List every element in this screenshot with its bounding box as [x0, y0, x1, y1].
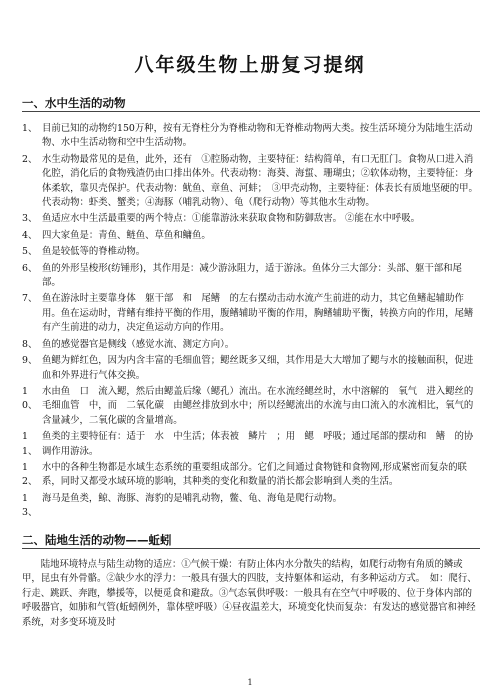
list-item: 1、 目前已知的动物约150万种，按有无脊柱分为脊椎动物和无脊椎动物两大类。按生活环境分为陆地生活动物、水中生活动物和空中生活动物。 — [22, 123, 473, 149]
section-divider — [22, 548, 480, 549]
list-item: 9、 鱼鳃为鲜红色，因为内含丰富的毛细血管；鳃丝既多又细，其作用是大大增加了鳃与水的接触面积，促进血和外界进行气体交换。 — [22, 355, 474, 381]
list-item: 7、 鱼在游泳时主要靠身体 躯干部 和 尾鳍 的左右摆动击动水流产生前进的动力，其它鱼鳍起辅助作用。鱼在运动时，背鳍有维持平衡的作用，腹鳍辅助平衡的作用，胸鳍辅助平衡，转换方向的作用，尾鳍有产生前进的动力，决定鱼运动方向的作用。 — [22, 293, 474, 334]
list-item: 3、 鱼适应水中生活最重要的两个特点：①能靠游泳来获取食物和防御敌害。 ②能在水中呼吸。 — [22, 213, 420, 225]
document-title: 八年级生物上册复习提纲 — [134, 54, 366, 76]
section1-item-list — [22, 122, 483, 519]
list-item: 4、 四大家鱼是：青鱼、鲢鱼、草鱼和鳙鱼。 — [22, 229, 211, 241]
list-item: 12、 水中的各种生物都是水域生态系统的重要组成部分。它们之间通过食物链和食物网,形成紧密而复杂的联系，同时又都受水域环境的影响，其种类的变化和数量的消长都会影响到人类的生活。 — [22, 461, 467, 488]
section-heading-water-animals: 一、水中生活的动物 — [22, 96, 126, 110]
list-item: 2、 水生动物最常见的是鱼，此外，还有 ①腔肠动物，主要特征：结构简单，有口无肛门。食物从口进入消化腔，消化后的食物残渣仍由口排出体外。代表动物：海葵、海蜇、珊瑚虫；②软体动物，主要特征：身体柔软，靠贝壳保护。代表动物：鱿鱼、章鱼、河蚌； ③甲壳动物，主要特征：体表长有质地坚硬的甲。代表动物：虾类、蟹类；④海豚（哺乳动物）、龟（爬行动物）等其他水生动物。 — [22, 153, 478, 209]
section-heading-land-animals: 二、陆地生活的动物——蚯蚓 — [22, 533, 172, 547]
list-item: 6、 鱼的外形呈梭形(纺锤形)，其作用是：减少游泳阻力，适于游泳。鱼体分三大部分：头部、躯干部和尾部。 — [22, 262, 462, 289]
list-item: 13、 海马是鱼类，鲸、海豚、海豹的是哺乳动物，鳖、龟、海龟是爬行动物。 — [22, 492, 343, 519]
section-divider — [22, 111, 480, 112]
list-item: 10、 水由鱼 口 流入鳃，然后由鳃盖后缘（鳃孔）流出。在水流经鳃丝时，水中溶解的 氧气 进入鳃丝的 毛细血管 中，而 二氧化碳 由鳃丝排放到水中；所以经鳃流出的水流与由口流入的水流相比，氧气的含量减少，二氧化碳的含量增高。 — [22, 385, 483, 426]
list-item: 5、 鱼是较低等的脊椎动物。 — [22, 246, 146, 258]
section2-paragraph: 陆地环境特点与陆生动物的适应：①气候干燥：有防止体内水分散失的结构，如爬行动物有角质的鳞或甲，昆虫有外骨骼。②缺少水的浮力：一般具有强大的四肢，支持躯体和运动，有多种运动方式。 如：爬行、行走、跳跃、奔跑，攀援等，以便觅食和避敌。③气态氧供呼吸：一般具有在空气中呼吸的、位于身体内部的呼吸器官，如肺和气管(蚯蚓例外，靠体壁呼吸）④昼夜温差大，环境变化快而复杂：有发达的感觉器官和神经系统，对多变环境及时 — [22, 559, 477, 628]
list-item: 8、 鱼的感觉器官是侧线（感觉水流、测定方向）。 — [22, 338, 235, 350]
page-number: 1 — [247, 678, 253, 687]
list-item: 11、 鱼类的主要特征有：适于 水 中生活；体表被 鳞片 ；用 鳃 呼吸；通过尾部的摆动和 鳍 的协调作用游泳。 — [22, 431, 474, 457]
